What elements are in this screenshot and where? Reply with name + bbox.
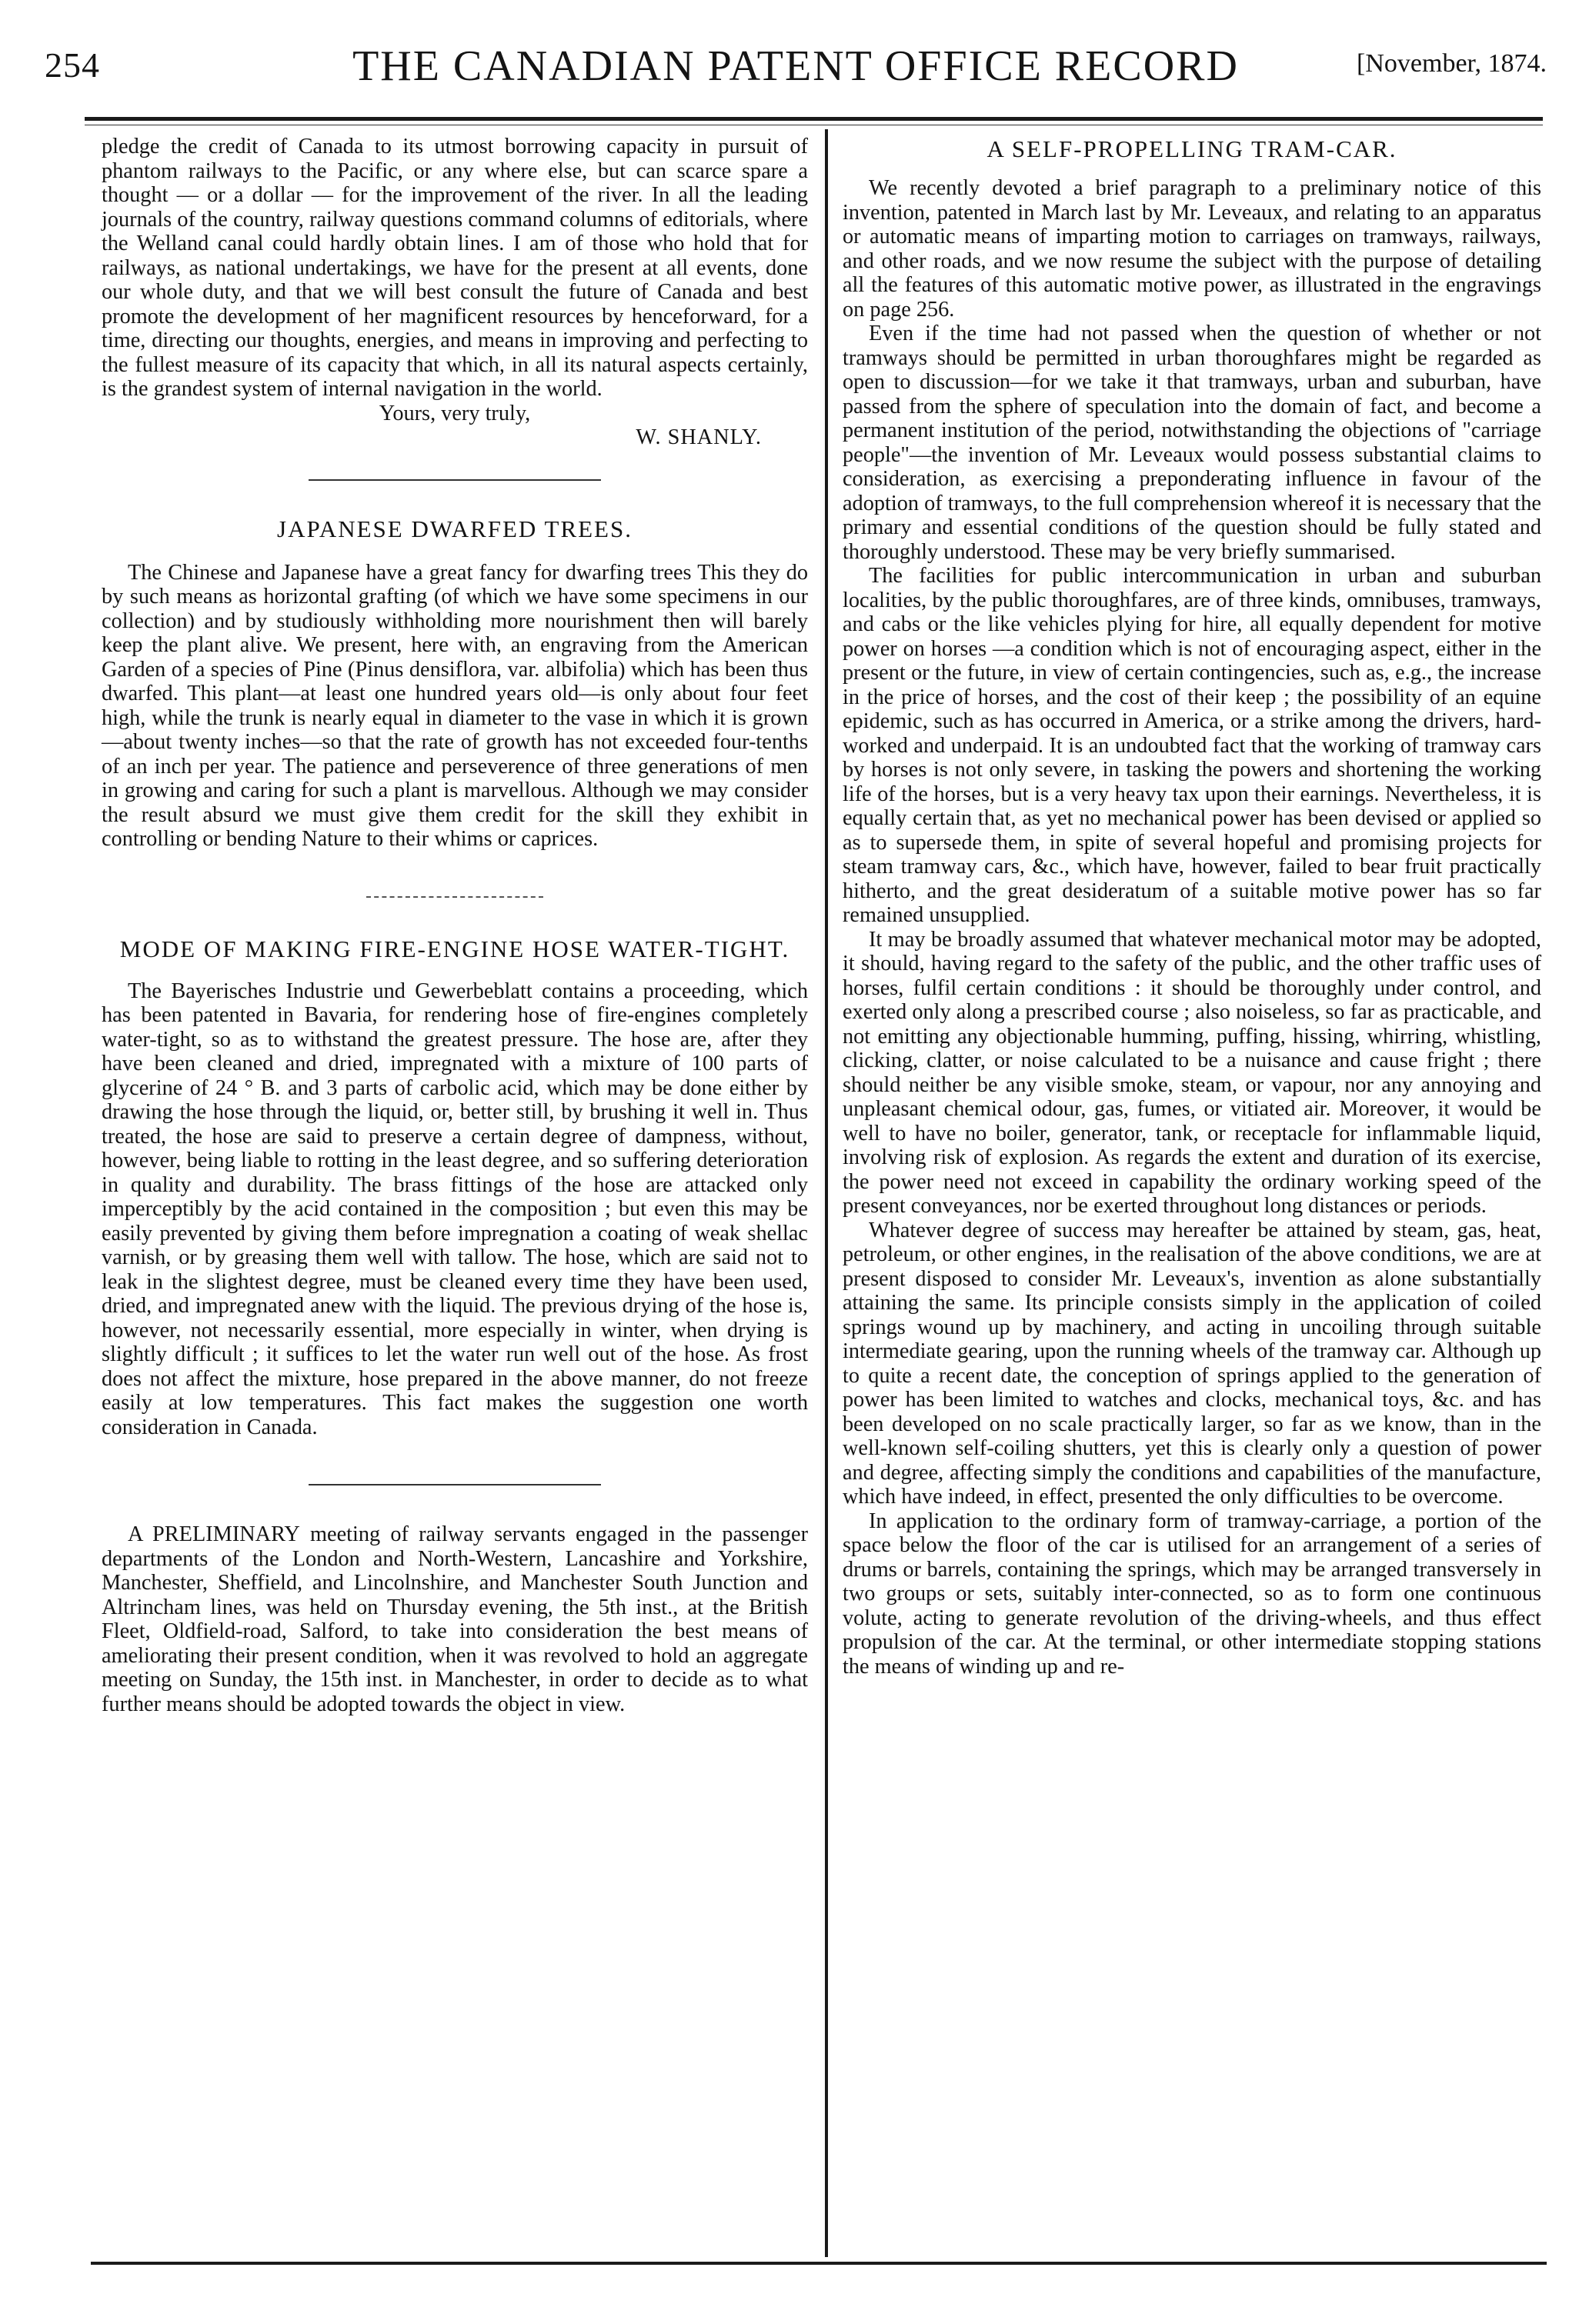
article-title-fire-hose: MODE OF MAKING FIRE-ENGINE HOSE WATER-TIGHT. [119, 935, 790, 962]
article-title-tram-car: A SELF-PROPELLING TRAM-CAR. [986, 135, 1397, 162]
article-body-dwarfed-trees: The Chinese and Japanese have a great fancy for dwarfing trees This they do by such means as horizontal grafting (of which we have some specimens in our collection) and by studiously withholding more nourishment then will barely keep the plant alive. We present, here with, an engraving from the American Garden of a species of Pine (Pinus densiflora, var. albifolia) which has been thus dwarfed. This plant—at least one hundred years old—is only about four feet high, while the trunk is nearly equal in diameter to the vase in which it is grown—about twenty inches—so that the rate of growth has not exceeded four-tenths of an inch per year. The patience and perseverence of three generations of men in growing and caring for such a plant is marvellous. Although we may consider the result absurd we must give them credit for the skill they exhibit in controlling or bending Nature to their whims or caprices. [102, 560, 808, 851]
letter-closing: Yours, very truly, [379, 401, 531, 425]
issue-date: [November, 1874. [1357, 49, 1547, 78]
tram-car-paragraph-5: Whatever degree of success may hereafter be attained by steam, gas, heat, petroleum, or other engines, in the realisation of the above conditions, we are at present disposed to consider Mr. Leveaux's, invention as alone substantially attaining the same. Its principle consists simply in the application of coiled springs wound up by machinery, and acting in uncoiling through suitable intermediate gearing, upon the running wheels of the tramway car. Although up to quite a recent date, the conception of springs applied to the generation of power has been limited to watches and clocks, mechanical toys, &c. and has been developed on no scale practically larger, so far as we know, than in the well-known self-coiling shutters, yet this is clearly only a question of power and degree, affecting simply the conditions and capabilities of the manufacture, which have indeed, in effect, presented the only difficulties to be overcome. [843, 1218, 1541, 1509]
left-column [102, 135, 808, 1716]
article-text-railway-meeting: meeting of railway servants engaged in the passenger departments of the London and North-Western, Lancashire and Yorkshire, Manchester, Sheffield, and Lincolnshire, and Manchester South Junction and Altrincham lines, was held on Thursday evening, the 5th inst., at the British Fleet, Oldfield-road, Salford, to take into consideration the best means of ameliorating their present condition, when it was revolved to hold an aggregate meeting on Sunday, the 15th inst. in Manchester, in order to decide as to what further means should be adopted towards the object in view. [102, 1522, 808, 1716]
footer-rule [91, 2262, 1547, 2265]
tram-car-paragraph-3: The facilities for public intercommunication in urban and suburban localities, by the public thoroughfares, are of three kinds, omnibuses, tramways, and cabs or the like vehicles plying for hire, all equally dependent for motive power on horses —a condition which is not of encouraging aspect, either in the present or the future, in view of certain contingencies, such as, e.g., the increase in the price of horses, and the cost of their keep ; the possibility of an equine epidemic, such as has occurred in America, or a strike among the drivers, hard-worked and underpaid. It is an undoubted fact that the working of tramway cars by horses is not only severe, in tasking the powers and shortening the working life of the horses, but is a very heavy tax upon their earnings. Nevertheless, it is equally certain that, as yet no mechanical power has been devised or applied so as to supersede them, in spite of several hopeful and promising projects for steam tramway cars, &c., which have, however, failed to bear fruit practically hitherto, and the great desideratum of a suitable motive power has so far remained unsupplied. [843, 564, 1541, 927]
article-title-dwarfed-trees: JAPANESE DWARFED TREES. [277, 515, 633, 542]
column-divider [825, 129, 828, 2257]
article-body-railway-meeting [102, 1522, 808, 1716]
letter-signature: W. SHANLY. [636, 425, 762, 449]
tram-car-paragraph-2: Even if the time had not passed when the question of whether or not tramways should be permitted in urban thoroughfares might be regarded as open to discussion—for we take it that tramways, urban and suburban, have passed from the sphere of speculation into the domain of fact, and become a permanent institution of the period, notwithstanding the objections of "carriage people"—the invention of Mr. Leveaux would possess substantial claims to consideration, as exercising a preponderating influence in favour of the adoption of tramways, to the full comprehension whereof it is necessary that the primary and essential conditions of the question should be fully stated and thoroughly understood. These may be very briefly summarised. [843, 322, 1541, 564]
right-column [843, 135, 1541, 1679]
page-header [45, 37, 1547, 102]
article-body-fire-hose: The Bayerisches Industrie und Gewerbeblatt contains a proceeding, which has been patented in Bavaria, for rendering hose of fire-engines completely water-tight, so as to withstand the greatest pressure. The hose are, after they have been cleaned and dried, impregnated with a mixture of 100 parts of glycerine of 24 ° B. and 3 parts of carbolic acid, which may be done either by drawing the hose through the liquid, or, better still, by brushing it well in. Thus treated, the hose are said to preserve a certain degree of dampness, without, however, being liable to rotting in the least degree, and so suffering deterioration in quality and durability. The brass fittings of the hose are attacked only imperceptibly by the acid contained in the composition ; but even this may be easily prevented by giving them before impregnation a coating of weak shellac varnish, or by greasing them well with tallow. The hose, which are said not to leak in the slightest degree, must be cleaned every time they have been used, dried, and impregnated anew with the liquid. The previous drying of the hose is, however, not necessarily essential, more especially in winter, when drying is slightly difficult ; it suffices to let the water run well out of the hose. As frost does not affect the mixture, hose prepared in the above manner, do not freeze easily at low temperatures. This fact makes the suggestion one worth consideration in Canada. [102, 979, 808, 1439]
letter-continued-text: pledge the credit of Canada to its utmost borrowing capacity in pursuit of phantom railways to the Pacific, or any where else, but can scarce spare a thought — or a dollar — for the improvement of the river. In all the leading journals of the country, railway questions command columns of editorials, where the Welland canal could hardly obtain lines. I am of those who hold that for railways, as national undertakings, we have for the present at all events, done our whole duty, and that we will best consult the future of Canada and best promote the development of her magnificent resources by henceforward, for a time, directing our thoughts, energies, and means in improving and perfecting to the fullest measure of its capacity that which, in all its natural aspects certainly, is the grandest system of internal navigation in the world. [102, 135, 808, 401]
journal-title: THE CANADIAN PATENT OFFICE RECORD [352, 42, 1239, 90]
article-lead-words: A PRELIMINARY [128, 1522, 300, 1546]
page-number: 254 [45, 45, 100, 85]
header-rule [85, 117, 1543, 121]
tram-car-paragraph-4: It may be broadly assumed that whatever mechanical motor may be adopted, it should, having regard to the safety of the public, and the other traffic uses of horses, fulfil certain conditions : it should be thoroughly under control, and exerted only along a prescribed course ; also noiseless, so far as practicable, and not emitting any objectionable humming, puffing, hissing, whirring, whistling, clicking, clatter, or noise calculated to be a nuisance and cause fright ; there should neither be any visible smoke, steam, or vapour, nor any annoying and unpleasant chemical odour, gas, fumes, or vitiated air. Moreover, it would be well to have no boiler, generator, tank, or receptacle for inflammable liquid, involving risk of explosion. As regards the extent and duration of its exercise, the power need not exceed in capability the ordinary working speed of the present conveyances, nor be exerted throughout long distances or periods. [843, 927, 1541, 1218]
tram-car-paragraph-6: In application to the ordinary form of tramway-carriage, a portion of the space below the floor of the car is utilised for an arrangement of a series of drums or barrels, containing the springs, which may be arranged transversely in two groups or sets, suitably inter-connected, so as to form one continuous volute, acting to generate revolution of the driving-wheels, and thus effect propulsion of the car. At the terminal, or other intermediate stopping stations the means of winding up and re- [843, 1509, 1541, 1679]
tram-car-paragraph-1: We recently devoted a brief paragraph to a preliminary notice of this invention, patented in March last by Mr. Leveaux, and relating to an apparatus or automatic means of imparting motion to carriages on tramways, railways, and other roads, and we now resume the subject with the purpose of detailing all the features of this automatic motive power, as illustrated in the engravings on page 256. [843, 176, 1541, 322]
